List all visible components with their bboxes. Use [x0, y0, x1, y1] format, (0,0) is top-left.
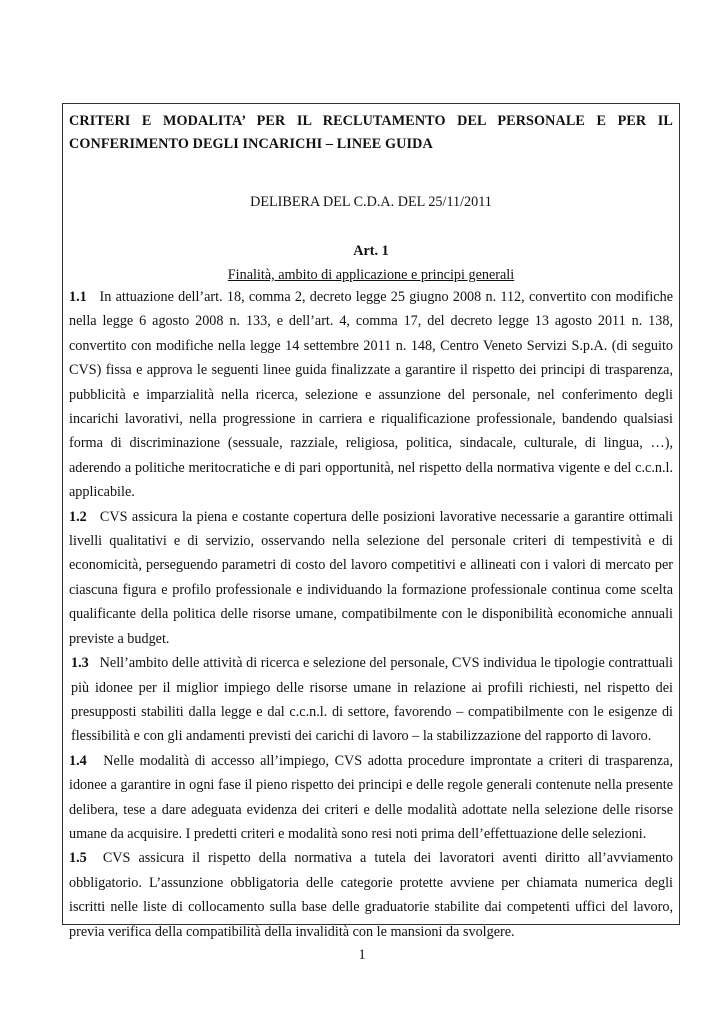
paragraph-number: 1.3 [71, 655, 89, 672]
paragraph-1-1 [69, 285, 673, 505]
document-frame [62, 103, 680, 940]
paragraph-number: 1.2 [69, 508, 87, 525]
title-line-2: CONFERIMENTO DEGLI INCARICHI – LINEE GUIDA [69, 136, 433, 152]
paragraph-1-2 [69, 505, 673, 651]
paragraph-1-3 [69, 651, 673, 749]
paragraph-text: Nelle modalità di accesso all’impiego, CVS adotta procedure improntate a criteri di trasparenza, idonee a garantire in ogni fase il pieno rispetto dei principi e delle regole generali contenute nella presente delibera, tese a dare adeguata evidenza dei criteri e delle modalità adottate nella selezione delle risorse umane da acquisire. I predetti criteri e modalità sono resi noti prima dell’effettuazione delle selezioni. [69, 752, 673, 842]
paragraph-text: CVS assicura il rispetto della normativa a tutela dei lavoratori aventi diritto all’avviamento obbligatorio. L’assunzione obbligatoria delle categorie protette avviene per chiamata numerica degli iscritti nelle liste di collocamento sulla base delle graduatorie stabilite dai competenti uffici del lavoro, previa verifica della compatibilità della invalidità con le mansioni da svolgere. [69, 850, 673, 940]
paragraph-text: Nell’ambito delle attività di ricerca e selezione del personale, CVS individua le tipologie contrattuali più idonee per il miglior impiego delle risorse umane in relazione ai profili richiesti, nel rispetto dei presupposti stabiliti dalla legge e dal c.c.n.l. di settore, favorendo – compatibilmente con le esigenze di flessibilità e con gli andamenti previsti dei carichi di lavoro – la stabilizzazione del rapporto di lavoro. [71, 655, 673, 745]
paragraph-number: 1.5 [69, 850, 87, 867]
paragraph-text: In attuazione dell’art. 18, comma 2, decreto legge 25 giugno 2008 n. 112, convertito con modifiche nella legge 6 agosto 2008 n. 133, e dell’art. 4, comma 17, del decreto legge 13 agosto 2011 n. 138, convertito con modifiche nella legge 14 settembre 2011 n. 148, Centro Veneto Servizi S.p.A. (di seguito CVS) fissa e approva le seguenti linee guida finalizzate a garantire il rispetto dei principi di trasparenza, pubblicità e imparzialità nella ricerca, selezione e assunzione del personale, nel conferimento degli incarichi lavorativi, nella progressione in carriera e riqualificazione professionale, bandendo qualsiasi forma di discriminazione (sessuale, razziale, religiosa, politica, sindacale, culturale, di lingua, …), aderendo a politiche meritocratiche e di pari opportunità, nel rispetto della normativa vigente e del c.c.n.l. applicabile. [69, 289, 673, 501]
delibera-line: DELIBERA DEL C.D.A. DEL 25/11/2011 [250, 194, 492, 210]
paragraph-1-5 [69, 846, 673, 944]
paragraph-number: 1.1 [69, 289, 87, 305]
document-title [69, 110, 673, 156]
article-heading: Art. 1 [353, 243, 389, 259]
page-number: 1 [358, 947, 366, 963]
title-line-1: CRITERI E MODALITA’ PER IL RECLUTAMENTO DEL PERSONALE E PER IL [69, 113, 673, 129]
article-subtitle: Finalità, ambito di applicazione e principi generali [227, 267, 515, 283]
paragraph-text: CVS assicura la piena e costante copertura delle posizioni lavorative necessarie a garantire ottimali livelli qualitativi e di servizio, osservando nella selezione del personale criteri di tempestività e di economicità, perseguendo parametri di costo del lavoro competitivi e allineati con i valori di mercato per ciascuna figura e profilo professionale e individuando la formazione professionale continua come scelta qualificante della politica delle risorse umane, compatibilmente con le disponibilità economiche annuali previste a budget. [69, 508, 674, 647]
paragraph-1-4 [69, 749, 673, 847]
paragraph-number: 1.4 [69, 752, 87, 769]
